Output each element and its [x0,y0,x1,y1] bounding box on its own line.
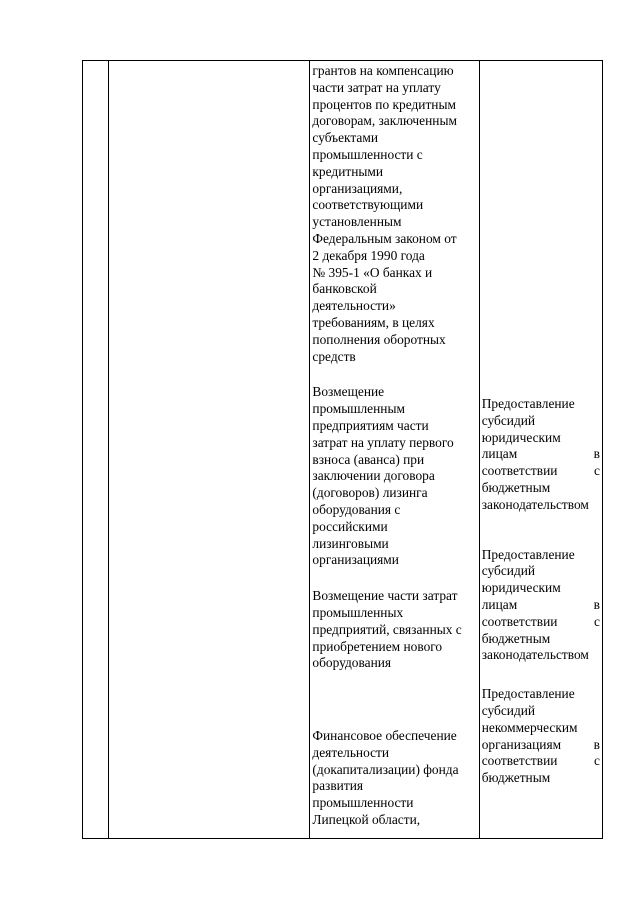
program-name-cell [109,61,310,839]
provision-line: юридическим [481,580,561,596]
provision-line: соответствии с [481,753,600,769]
row-number-cell [83,61,109,839]
measure-line: кредитными [312,163,384,179]
measure-line: Возмещение части затрат [312,588,458,604]
provision-line: соответствии с [481,463,600,479]
measure-line: оборудования с [312,501,401,517]
measure-line: промышленности [312,795,414,811]
measure-line: части затрат на уплату [312,79,441,95]
provision-line: лицам в [481,446,600,462]
measure-line: Финансовое обеспечение [312,728,457,744]
provision-line: организациям в [481,736,600,752]
measure-line: российскими [312,518,388,534]
measure-line: пополнения оборотных [312,331,446,347]
measure-line: промышленности с [312,146,423,162]
provision-line: бюджетным [481,630,551,646]
measure-cell [310,61,479,839]
measure-line: предприятий, связанных с [312,621,462,637]
measure-line: субъектами [312,130,378,146]
provision-line: юридическим [481,429,561,445]
provision-line: законодательством [481,647,589,663]
measure-entry [312,588,476,672]
measure-line: предприятиям части [312,417,429,433]
measure-line: № 395-1 «О банках и [312,264,433,280]
measure-line: развития [312,778,364,794]
provision-line: лицам в [481,596,600,612]
provision-entry [482,686,600,787]
spacer [482,63,600,396]
provision-line: субсидий [481,702,536,718]
provision-line: Предоставление [481,396,575,411]
measure-line: требованиям, в целях [312,314,435,330]
measure-entry [312,63,476,365]
measure-line: промышленных [312,604,404,620]
measure-line: Липецкой области, [312,812,421,828]
measure-line: лизинговыми [312,535,389,551]
provision-line: соответствии с [481,613,600,629]
measure-line: организациями [312,552,399,568]
measure-line: установленным [312,214,402,230]
spacer [482,514,600,547]
measures-table [82,60,603,839]
measure-line: заключении договора [312,468,435,484]
measure-line: средств [312,348,356,364]
provisions-text [480,61,602,787]
provision-line: Предоставление [481,546,575,562]
measure-line: организациями, [312,180,403,196]
table-row [83,61,603,839]
measures-text [310,61,478,829]
provision-line: субсидий [481,563,536,579]
provision-line: Предоставление [481,686,575,702]
measure-entry [312,384,476,569]
measure-line: приобретением нового [312,638,443,654]
measure-line: деятельности [312,744,390,760]
measure-line: промышленным [312,401,405,417]
measure-line: затрат на уплату первого [312,434,454,450]
measure-line: грантов на компенсацию [312,63,454,78]
provision-form-cell [479,61,602,839]
provision-line: законодательством [481,496,589,512]
measure-line: банковской [312,281,377,297]
measure-line: соответствующими [312,197,424,213]
provision-line: бюджетным [481,479,551,495]
measure-line: оборудования [312,655,392,671]
measure-line: деятельности» [312,298,396,314]
measure-line: взноса (аванса) при [312,451,425,467]
measure-line: Возмещение [312,384,385,400]
measure-line: (договоров) лизинга [312,485,428,501]
measure-entry [312,728,476,829]
provision-line: субсидий [481,412,536,428]
provision-entry [482,547,600,665]
measure-line: (докапитализации) фонда [312,761,459,777]
provision-line: некоммерческим [481,719,578,735]
provision-entry [482,396,600,514]
provision-line: бюджетным [481,770,551,786]
measure-line: договорам, заключенным [312,113,457,129]
measure-line: Федеральным законом от [312,230,457,246]
spacer [482,664,600,686]
measure-line: процентов по кредитным [312,96,456,112]
measure-line: 2 декабря 1990 года [312,247,425,263]
